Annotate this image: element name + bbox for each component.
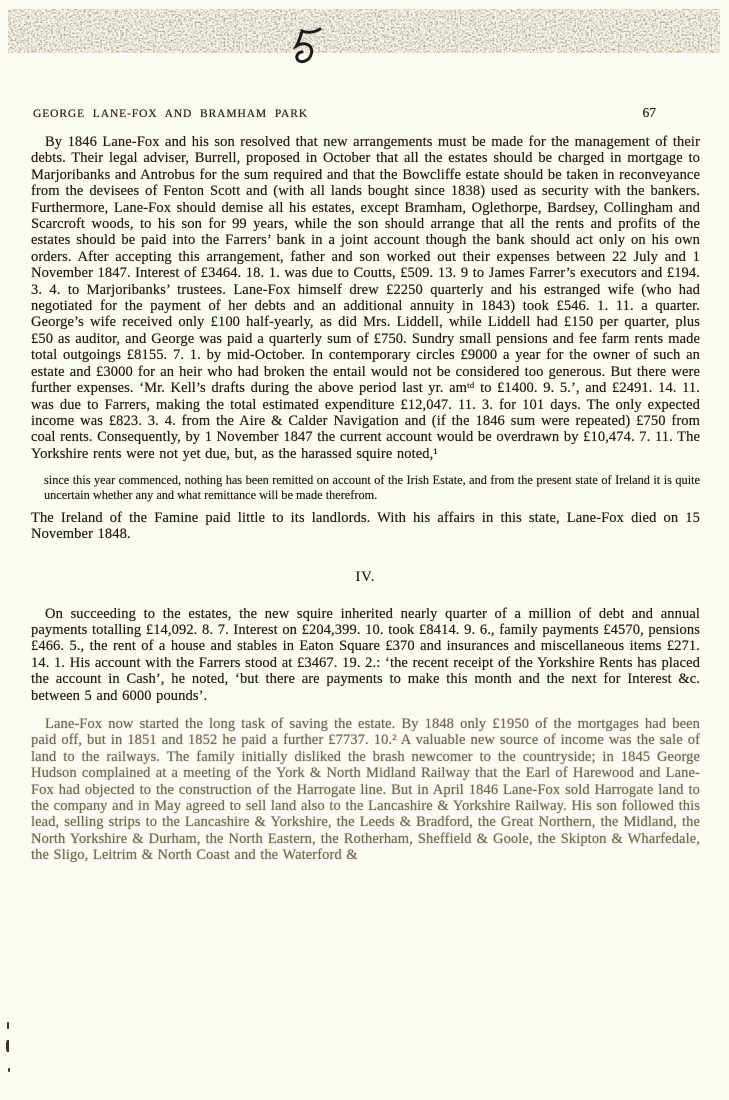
handwritten-page-mark [293, 26, 323, 66]
paragraph-famine: The Ireland of the Famine paid little to its landlords. With his affairs in this state, Lane-Fox died on 15 November 1848. [31, 509, 700, 543]
paragraph-railways: Lane-Fox now started the long task of saving the estate. By 1848 only £1950 of the mortgages had been paid off, but in 1851 and 1852 he paid a further £7737. 10.² A valuable new source of income was the sale of land to the railways. The family initially disliked the brash newcomer to the countryside; in 1845 George Hudson complained at a meeting of the York & North Midland Railway that the Earl of Harewood and Lane-Fox had objected to the construction of the Harrogate line. But in April 1846 Lane-Fox sold Harrogate land to the company and in May agreed to sell land also to the Lancashire & Yorkshire Railway. His son followed this lead, selling strips to the Lancashire & Yorkshire, the Leeds & Bradford, the Great Northern, the Midland, the North Yorkshire & Durham, the North Eastern, the Rotherham, Sheffield & Goole, the Skipton & Wharfedale, the Sligo, Leitrim & North Coast and the Waterford & [31, 715, 700, 864]
scan-artifact [8, 1068, 10, 1072]
section-heading-iv: IV. [355, 568, 376, 585]
scan-noise-band [8, 9, 720, 53]
blockquote-irish-estate: since this year commenced, nothing has been remitted on account of the Irish Estate, and from the present state of Ireland it is quite uncertain whether any and what remittance will be made therefrom. [44, 473, 700, 502]
page-number: 67 [642, 105, 656, 120]
paragraph-succession: On succeeding to the estates, the new squire inherited nearly quarter of a million of debt and annual payments totalling £14,092. 8. 7. Interest on £204,399. 10. took £8414. 9. 6., family payments £4570, pensions £466. 5., the rent of a house and stables in Eaton Square £370 and insurances and miscellaneous items £271. 14. 1. His account with the Farrers stood at £3467. 19. 2.: ‘the recent receipt of the Yorkshire Rents has placed the account in Cash’, he noted, ‘but there are payments to make this month and the next for Interest &c. between 5 and 6000 pounds’. [31, 605, 700, 704]
paragraph-arrangements: By 1846 Lane-Fox and his son resolved that new arrangements must be made for the management of their debts. Their legal adviser, Burrell, proposed in October that all the estates should be charged in mortgage to Marjoribanks and Antrobus for the sum required and that the Bowcliffe estate should be taken in reconveyance from the devisees of Fenton Scott and (with all lands bought since 1838) used as security with the bankers. Furthermore, Lane-Fox should demise all his estates, except Bramham, Oglethorpe, Bardsey, Collingham and Scarcroft woods, to his son for 99 years, while the son should arrange that all the rents and profits of the estates should be paid into the Farrers’ bank in a joint account though the bank should act only on his own orders. After accepting this arrangement, father and son worked out their expenses between 22 July and 1 November 1847. Interest of £3464. 18. 1. was due to Coutts, £509. 13. 9 to James Farrer’s executors and £194. 3. 4. to Marjoribanks’ trustees. Lane-Fox himself drew £2250 quarterly and his estranged wife (who had negotiated for the payment of her debts and an additional annuity in 1843) took £546. 1. 11. a quarter. George’s wife received only £100 half-yearly, as did Mrs. Liddell, while Liddell had £150 per quarter, plus £50 as auditor, and George was paid a quarterly sum of £750. Sundry small pensions and fee farm rents made total outgoings £8155. 7. 1. by mid-October. In contemporary circles £9000 a year for the owner of such an estate and £3000 for an heir who had broken the entail would not be considered too generous. But there were further expenses. ‘Mr. Kell’s drafts during the above period last yr. amᵗᵈ to £1400. 9. 5.’, and £2491. 14. 11. was due to Farrers, making the total estimated expenditure £12,047. 11. 3. for 101 days. The only expected income was £823. 3. 4. from the Aire & Calder Navigation and (if the 1846 sum were repeated) £750 from coal rents. Consequently, by 1 November 1847 the current account would be overdrawn by £10,474. 7. 11. The Yorkshire rents were not yet due, but, as the harassed squire noted,¹ [31, 134, 700, 462]
scan-artifact [6, 1040, 9, 1052]
page-body [31, 134, 700, 864]
running-header-title: GEORGE LANE-FOX AND BRAMHAM PARK [33, 108, 309, 120]
scan-artifact [7, 1022, 9, 1029]
page-header [33, 105, 700, 121]
